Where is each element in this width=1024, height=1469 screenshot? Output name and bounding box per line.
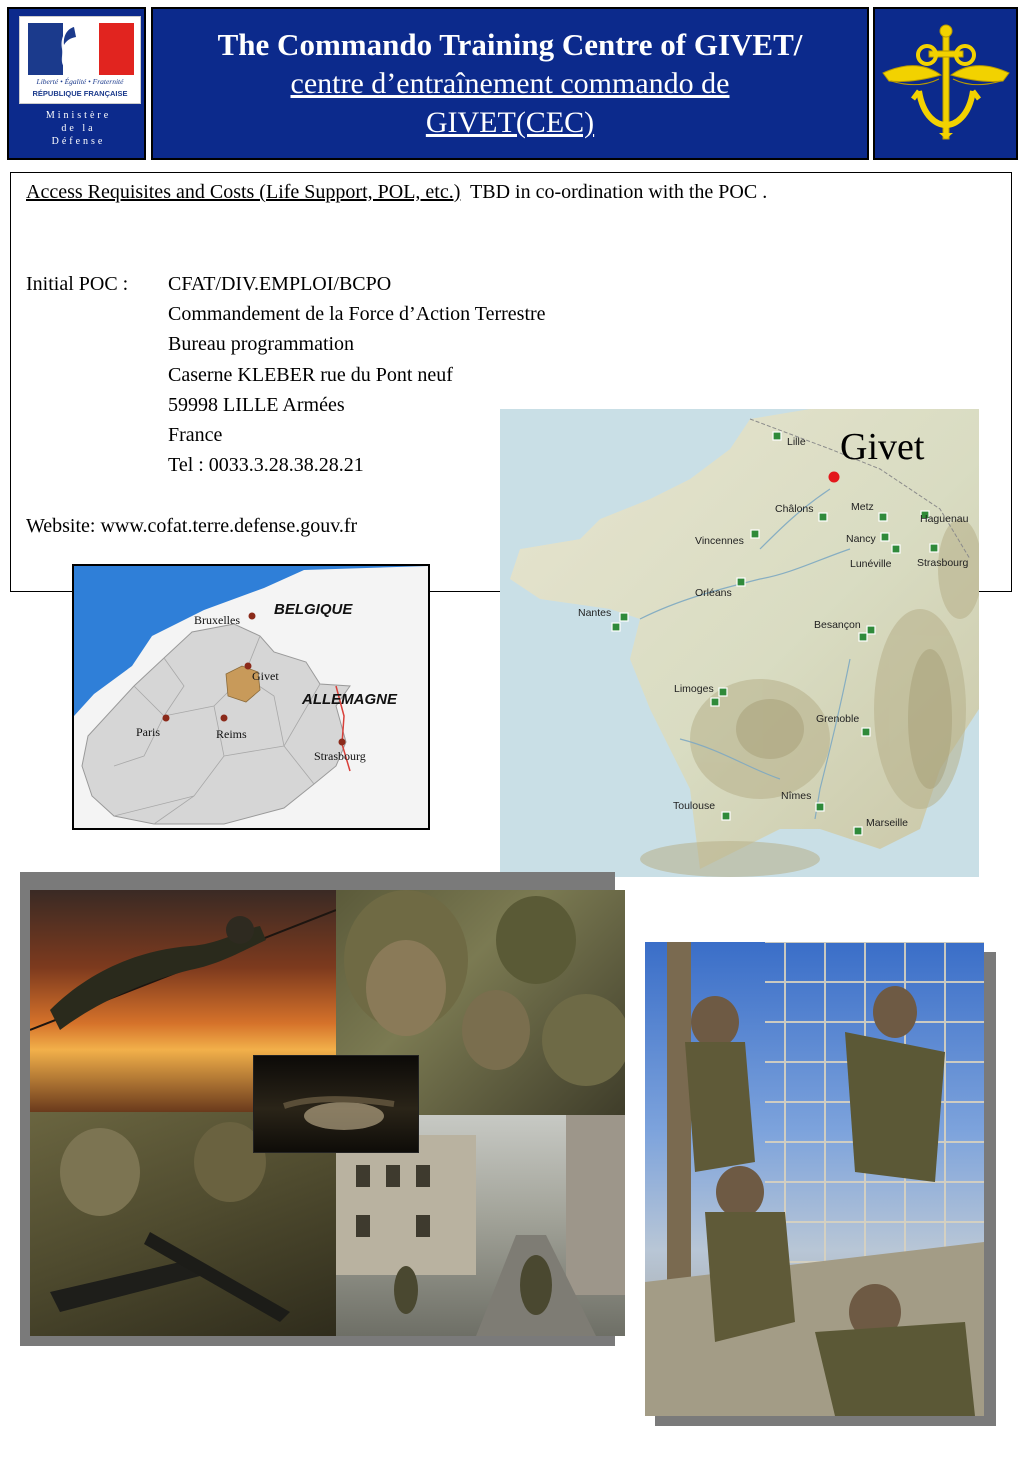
city-marker-luneville — [892, 545, 900, 553]
city-marker-lille — [773, 432, 781, 440]
logo-name: RÉPUBLIQUE FRANÇAISE — [32, 89, 128, 98]
city-label-luneville: Lunéville — [850, 558, 892, 570]
france-map — [500, 409, 979, 877]
city-label-nancy: Nancy — [846, 533, 876, 545]
city-marker-chalons — [819, 513, 827, 521]
logo-motto: Liberté • Égalité • Fraternité — [36, 77, 124, 86]
title-panel — [151, 7, 869, 160]
givet-marker — [245, 663, 252, 670]
poc-phone: Tel : 0033.3.28.38.28.21 — [168, 454, 364, 476]
photo-obstacle-course-net — [645, 942, 984, 1416]
label-belgique: BELGIQUE — [274, 601, 353, 618]
city-label-chalons: Châlons — [775, 503, 814, 515]
website-link[interactable]: Website: www.cofat.terre.defense.gouv.fr — [26, 515, 358, 537]
ministry-line-1: Ministère — [45, 110, 112, 121]
city-label-toulouse: Toulouse — [673, 800, 716, 812]
city-label-haguenau: Haguenau — [920, 513, 969, 525]
republique-francaise-logo — [19, 16, 141, 104]
city-label-besancon: Besançon — [814, 619, 861, 631]
city-marker-nimes — [816, 803, 824, 811]
city-marker-marseille — [854, 827, 862, 835]
paris-marker — [163, 715, 170, 722]
city-label-nantes: Nantes — [578, 607, 612, 619]
bruxelles-marker — [249, 613, 256, 620]
city-marker-besancon-2 — [859, 633, 867, 641]
city-marker-grenoble — [862, 728, 870, 736]
access-value: TBD in co-ordination with the POC . — [470, 181, 768, 203]
city-label-metz: Metz — [851, 501, 874, 513]
label-givet: Givet — [252, 669, 279, 683]
title-french-line-1: centre d’entraînement commando de — [290, 67, 730, 100]
label-reims: Reims — [216, 727, 247, 741]
city-marker-besancon — [867, 626, 875, 634]
army-insignia-icon — [879, 21, 1013, 147]
city-label-nimes: Nîmes — [781, 790, 812, 802]
givet-map-label: Givet — [840, 426, 925, 468]
page-title — [153, 25, 867, 142]
poc-address-line: Commandement de la Force d’Action Terrestre — [168, 303, 546, 325]
marianne-profile-icon — [52, 23, 92, 75]
poc-label: Initial POC : — [26, 273, 129, 295]
strasbourg-marker — [339, 739, 346, 746]
insignia-panel — [873, 7, 1018, 160]
poc-address-line: France — [168, 424, 223, 446]
label-bruxelles: Bruxelles — [194, 613, 240, 627]
label-paris: Paris — [136, 725, 160, 739]
city-marker-metz — [879, 513, 887, 521]
title-french-line-2: GIVET(CEC) — [425, 106, 595, 139]
city-marker-nantes — [620, 613, 628, 621]
title-english: The Commando Training Centre of GIVET/ — [217, 27, 803, 62]
ministry-line-2: de la — [61, 123, 96, 134]
city-marker-orleans — [737, 578, 745, 586]
city-label-lille: Lille — [787, 436, 806, 448]
city-marker-limoges — [719, 688, 727, 696]
photo-night-scene — [253, 1055, 419, 1153]
city-marker-vincennes — [751, 530, 759, 538]
poc-address-line: Bureau programmation — [168, 333, 355, 355]
access-label: Access Requisites and Costs (Life Support, POL, etc.) — [26, 181, 461, 203]
city-label-strasbourg: Strasbourg — [917, 557, 969, 569]
ministry-line-3: Défense — [51, 136, 106, 147]
region-map — [72, 564, 430, 830]
city-label-orleans: Orléans — [695, 587, 732, 599]
poc-address-line: Caserne KLEBER rue du Pont neuf — [168, 364, 453, 386]
givet-highlight-marker — [829, 472, 840, 483]
label-strasbourg: Strasbourg — [314, 749, 366, 763]
ministry-logo-panel — [7, 7, 146, 160]
city-label-vincennes: Vincennes — [695, 535, 744, 547]
city-label-limoges: Limoges — [674, 683, 714, 695]
city-marker-nancy — [881, 533, 889, 541]
city-marker-limoges-2 — [711, 698, 719, 706]
city-label-grenoble: Grenoble — [816, 713, 860, 725]
city-marker-toulouse — [722, 812, 730, 820]
access-requisites — [26, 177, 767, 207]
city-label-marseille: Marseille — [866, 817, 909, 829]
ministry-label — [13, 109, 144, 148]
label-allemagne: ALLEMAGNE — [302, 691, 397, 708]
reims-marker — [221, 715, 228, 722]
poc-address-line: 59998 LILLE Armées — [168, 394, 345, 416]
poc-address-line: CFAT/DIV.EMPLOI/BCPO — [168, 273, 392, 295]
city-marker-nantes-2 — [612, 623, 620, 631]
city-marker-strasbourg — [930, 544, 938, 552]
